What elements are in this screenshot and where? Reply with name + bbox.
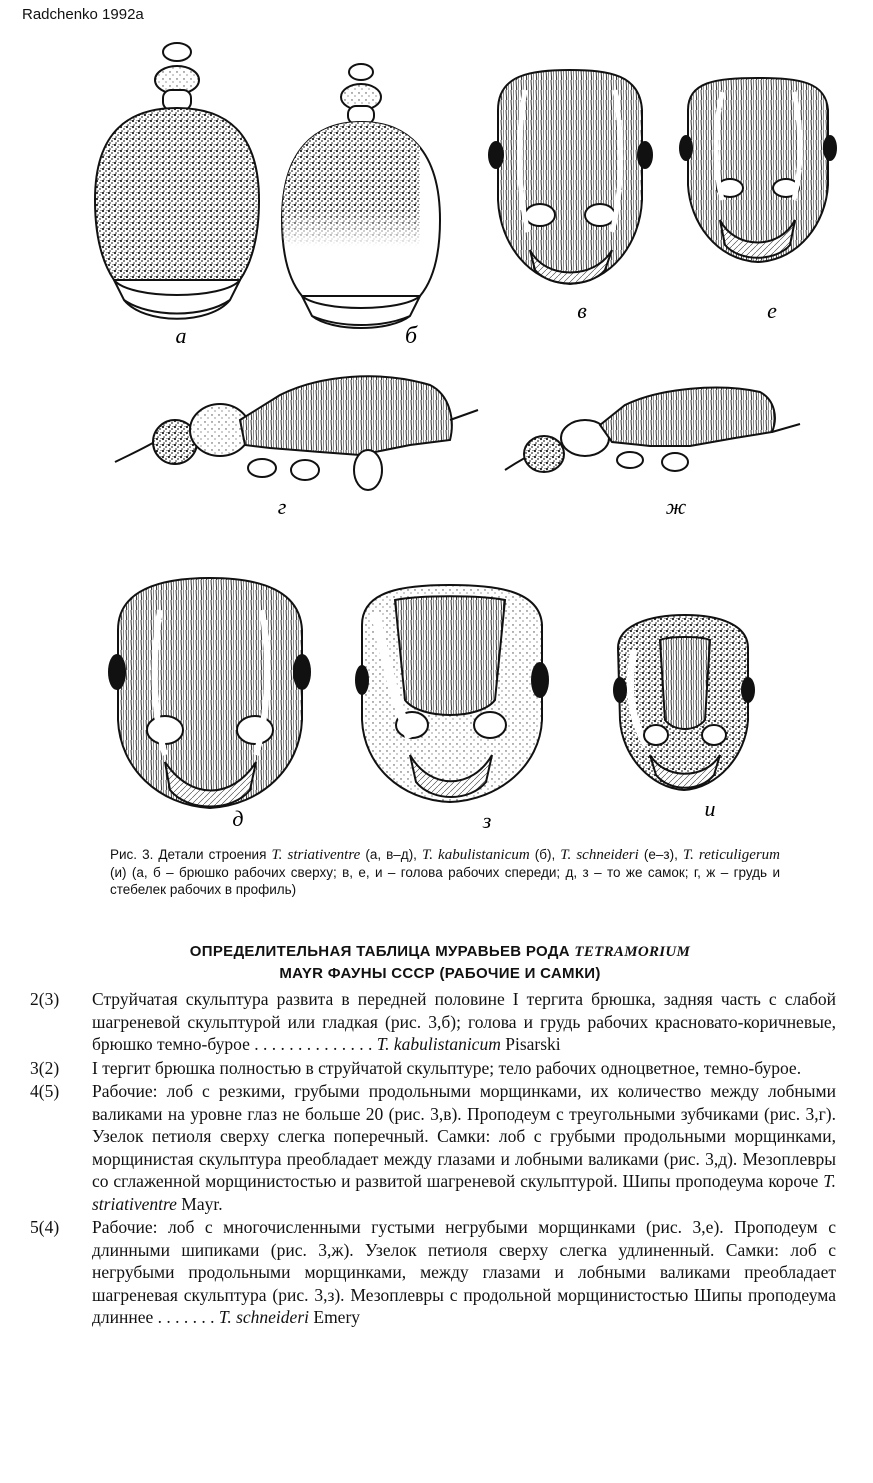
head-drawing-d [109,578,310,808]
couplet-text: I тергит брюшка полностью в струйчатой скульптуре; тело рабочих одноцветное, темно-бурое. [92,1057,802,1078]
key-heading: ОПРЕДЕЛИТЕЛЬНАЯ ТАБЛИЦА МУРАВЬЕВ РОДА TETRAMORIUM MAYR ФАУНЫ СССР (РАБОЧИЕ И САМКИ) [189,943,691,982]
mesosoma-profile-g [115,376,478,490]
key-couplet [26,988,836,1056]
mesosoma-profile-zh [505,388,800,472]
head-drawing-i [614,615,754,790]
panel-letter-i: и [704,796,716,821]
panel-letter-a: а [175,323,187,348]
panel-letter-e: е [767,298,777,323]
couplet-text: Рабочие: лоб с резкими, грубыми продольными морщинками, их количество между лобными валиками на уровне глаз не больше 20 (рис. 3,в). Проподеум с треугольными зубчиками (рис. 3,г). Узелок петиоля сверху слегка поперечный. Самки: лоб с грубыми продольными морщинками, морщинистая скульптура преобладает между глазами и лобными валиками (рис. 3,д). Мезоплевры со сглаженной морщинистостью и развитой шагреневой скульптурой. Шипы проподеума короче T. striativentre Mayr. [92,1081,836,1214]
panel-letter-b: б [404,323,418,349]
couplet-number: 3(2) [30,1057,60,1078]
gaster-drawing-a [95,43,259,319]
panel-letter-v: в [577,298,587,323]
panel-letter-z: з [482,808,492,833]
couplet-text: Рабочие: лоб с многочисленными густыми негрубыми морщинками (рис. 3,е). Проподеум с длинными шипиками (рис. 3,ж). Узелок петиоля сверху слегка удлиненный. Самки: лоб с негрубыми продольными морщинками, между глазами и лобными валиками преобладает шагреневая скульптура (рис. 3,з). Мезоплевры с продольной морщинистостью Шипы проподеума длиннее . . . . . . . T. schneideri Emery [92,1217,836,1327]
couplet-number: 2(3) [30,989,60,1009]
couplet-text: Струйчатая скульптура развита в передней половине I тергита брюшка, задняя часть с слабой шагреневой скульптурой или гладкая (рис. 3,б); голова и грудь рабочих красновато-коричневые, брюшко темно-бурое . . . . . . . . . . . . . . T. kabulistanicum Pisarski [92,989,836,1054]
panel-letter-d: д [232,806,244,831]
key-couplet [26,1057,836,1080]
identification-key [26,988,836,1330]
gaster-drawing-b [282,64,440,328]
couplet-number: 5(4) [30,1217,60,1237]
head-drawing-v [489,70,652,284]
head-drawing-e [680,78,836,262]
key-couplet [26,1216,836,1329]
key-couplet [26,1080,836,1215]
source-label: Radchenko 1992a [22,6,144,23]
couplet-number: 4(5) [30,1081,60,1101]
figure-caption: Рис. 3. Детали строения T. striativentre (а, в–д), T. kabulistanicum (б), T. schneideri (е–з), T. reticuligerum (и) (а, б – брюшко рабочих сверху; в, е, и – голова рабочих спереди; д, з – то же самок; г, ж – грудь и стебелек рабочих в профиль) [110,847,781,897]
panel-letter-zh: ж [665,494,687,519]
panel-letter-g: г [277,494,287,519]
head-drawing-z [356,585,548,802]
